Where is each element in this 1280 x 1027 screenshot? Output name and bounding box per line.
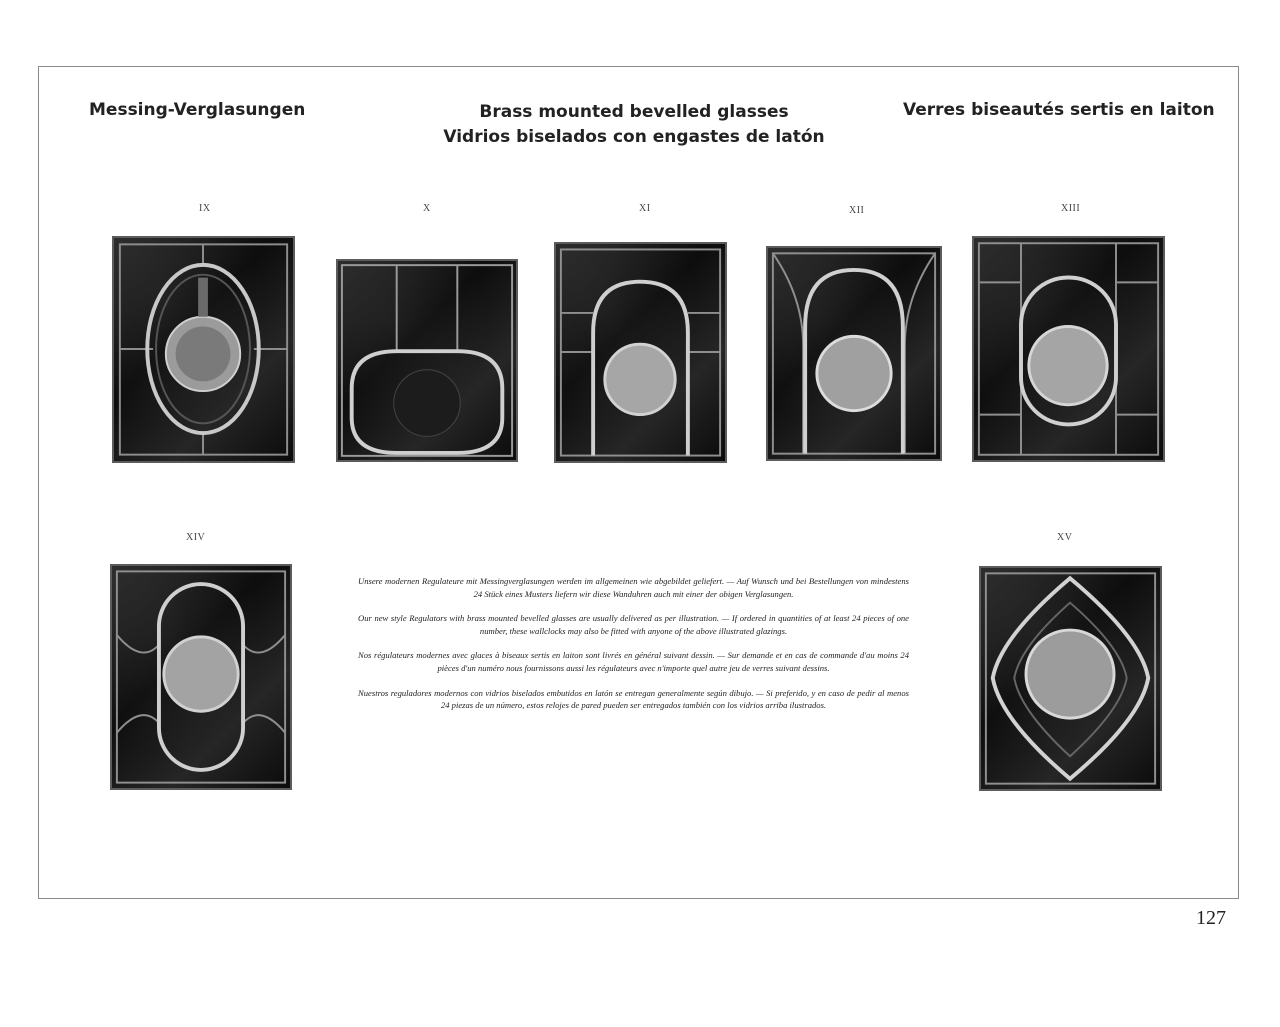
glazing-drawing-xiv	[112, 566, 290, 788]
description-spanish: Nuestros reguladores modernos con vidrios biselados embutidos en latón se entregan generalmente según dibujo. — Si preferido, y en caso de pedir al menos 24 piezas de un número, estos relojes de pared pueden ser entregados también con los vidrios arriba ilustrados.	[358, 687, 909, 711]
page-number: 127	[1196, 907, 1226, 929]
description-german: Unsere modernen Regulateure mit Messingverglasungen werden im allgemeinen wie abgebildet geliefert. — Auf Wunsch und bei Bestellungen von mindestens 24 Stück eines Musters liefern wir diese Wanduhren auch mit einer der obigen Verglasungen.	[358, 576, 909, 599]
plate-numeral-xiii: XIII	[1061, 203, 1081, 214]
glazing-drawing-xv	[981, 568, 1160, 789]
glazing-plate-xiii	[972, 236, 1165, 462]
plate-numeral-ix: IX	[199, 203, 211, 214]
description-english: Our new style Regulators with brass mounted bevelled glasses are usually delivered as per illustration. — If ordered in quantities of at least 24 pieces of one number, these wallclocks may also be fitted with anyone of the above illustrated glazings.	[358, 613, 909, 636]
plate-numeral-xiv: XIV	[186, 532, 206, 543]
glazing-plate-xii	[766, 246, 942, 461]
glazing-plate-xv	[979, 566, 1162, 791]
description-text	[358, 575, 909, 724]
heading-spanish: Vidrios biselados con engastes de latón	[443, 127, 825, 147]
description-french: Nos régulateurs modernes avec glaces à biseaux sertis en laiton sont livrés en général suivant dessin. — Sur demande et en cas de commande d'au moins 24 pièces d'un numéro nous fournissons aussi les régulateurs avec n'importe quel autre jeu de verres suivant dessins.	[358, 650, 909, 673]
heading-english: Brass mounted bevelled glasses	[479, 102, 789, 122]
heading-french: Verres biseautés sertis en laiton	[903, 100, 1215, 120]
glazing-drawing-xiii	[974, 238, 1163, 460]
plate-numeral-xv: XV	[1057, 532, 1073, 543]
heading-german: Messing-Verglasungen	[89, 100, 306, 120]
glazing-drawing-xii	[768, 248, 940, 459]
glazing-drawing-xi	[556, 244, 725, 461]
plate-numeral-xii: XII	[849, 205, 865, 216]
plate-numeral-xi: XI	[639, 203, 651, 214]
glazing-plate-xiv	[110, 564, 292, 790]
glazing-plate-x	[336, 259, 518, 462]
glazing-plate-ix	[112, 236, 295, 463]
glazing-drawing-ix	[114, 238, 293, 461]
glazing-plate-xi	[554, 242, 727, 463]
glazing-drawing-x	[338, 261, 516, 460]
plate-numeral-x: X	[423, 203, 431, 214]
